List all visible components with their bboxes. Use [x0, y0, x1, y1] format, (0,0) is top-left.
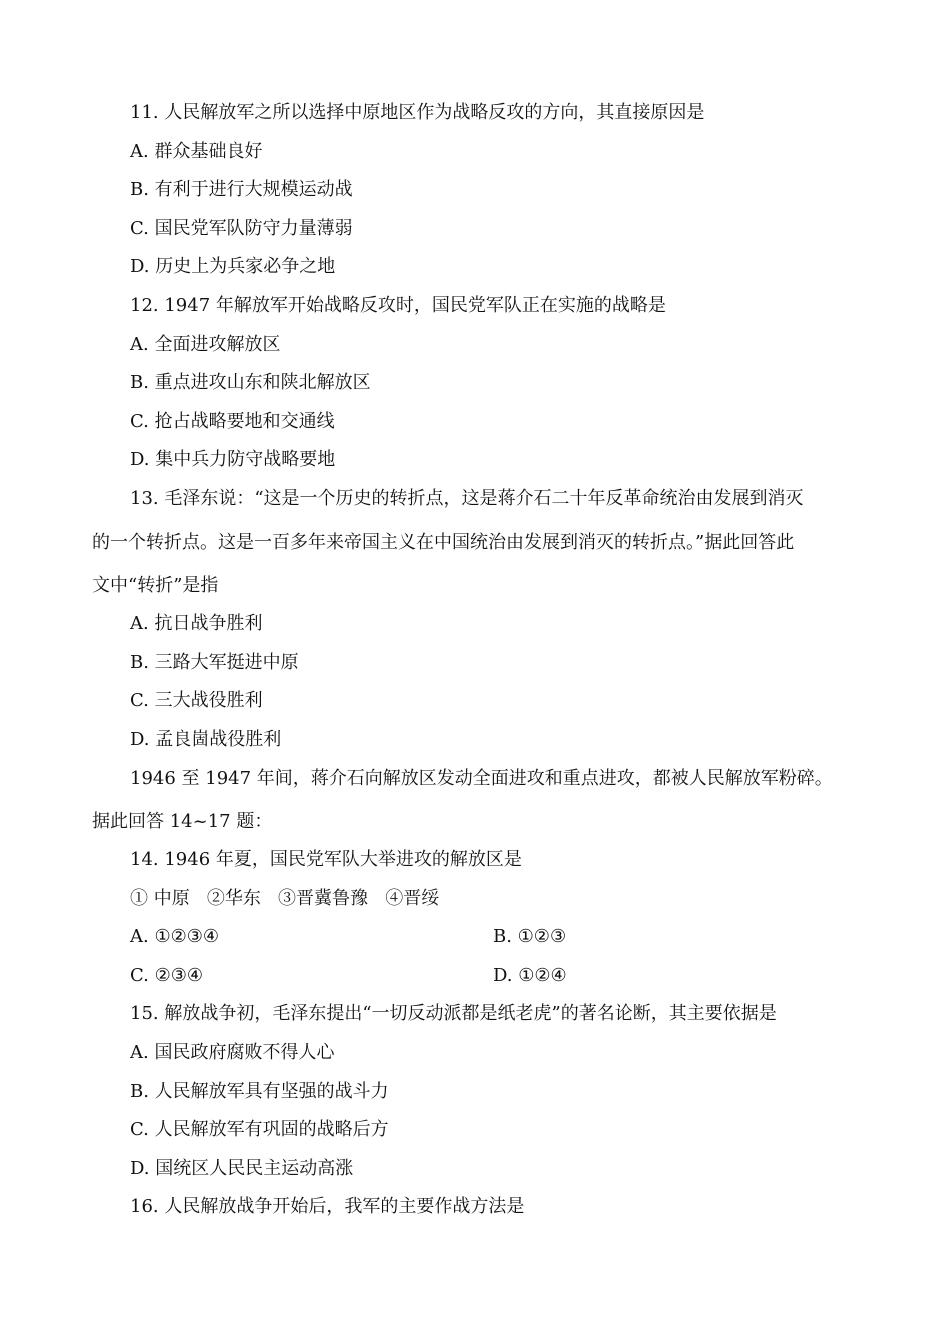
- q14-option-d: D. ①②④: [493, 965, 567, 986]
- q11-option-b: B. 有利于进行大规模运动战: [130, 179, 353, 200]
- q12-option-b: B. 重点进攻山东和陕北解放区: [130, 372, 371, 393]
- q15-option-a: A. 国民政府腐败不得人心: [130, 1042, 335, 1063]
- q12-stem: 12. 1947 年解放军开始战略反攻时，国民党军队正在实施的战略是: [130, 295, 666, 316]
- q14-option-a: A. ①②③④: [130, 926, 219, 947]
- q11-option-a: A. 群众基础良好: [130, 141, 263, 162]
- q11-stem: 11. 人民解放军之所以选择中原地区作为战略反攻的方向，其直接原因是: [130, 102, 705, 123]
- q14-option-b: B. ①②③: [493, 926, 567, 947]
- q13-stem-line2: 的一个转折点。这是一百多年来帝国主义在中国统治由发展到消灭的转折点。”据此回答此: [92, 532, 795, 553]
- intro-line2: 据此回答 14~17 题：: [92, 811, 273, 832]
- q13-stem-line3: 文中“转折”是指: [92, 575, 219, 596]
- q16-stem: 16. 人民解放战争开始后，我军的主要作战方法是: [130, 1196, 525, 1217]
- q14-stem: 14. 1946 年夏，国民党军队大举进攻的解放区是: [130, 849, 522, 870]
- q13-option-b: B. 三路大军挺进中原: [130, 652, 299, 673]
- q15-stem: 15. 解放战争初，毛泽东提出“一切反动派都是纸老虎”的著名论断，其主要依据是: [130, 1003, 777, 1024]
- q11-option-c: C. 国民党军队防守力量薄弱: [130, 218, 353, 239]
- q14-option-c: C. ②③④: [130, 965, 203, 986]
- q14-items: ① 中原 ②华东 ③晋冀鲁豫 ④晋绥: [130, 888, 440, 909]
- intro-line1: 1946 至 1947 年间，蒋介石向解放区发动全面进攻和重点进攻，都被人民解放军粉碎。: [130, 768, 833, 789]
- q13-option-d: D. 孟良崮战役胜利: [130, 729, 282, 750]
- q13-option-a: A. 抗日战争胜利: [130, 613, 263, 634]
- q12-option-d: D. 集中兵力防守战略要地: [130, 449, 336, 470]
- q13-option-c: C. 三大战役胜利: [130, 690, 263, 711]
- q15-option-c: C. 人民解放军有巩固的战略后方: [130, 1119, 389, 1140]
- q15-option-d: D. 国统区人民民主运动高涨: [130, 1158, 354, 1179]
- q13-stem-line1: 13. 毛泽东说：“这是一个历史的转折点，这是蒋介石二十年反革命统治由发展到消灭: [130, 488, 804, 509]
- q15-option-b: B. 人民解放军具有坚强的战斗力: [130, 1081, 389, 1102]
- q12-option-c: C. 抢占战略要地和交通线: [130, 411, 335, 432]
- q12-option-a: A. 全面进攻解放区: [130, 334, 281, 355]
- q11-option-d: D. 历史上为兵家必争之地: [130, 256, 336, 277]
